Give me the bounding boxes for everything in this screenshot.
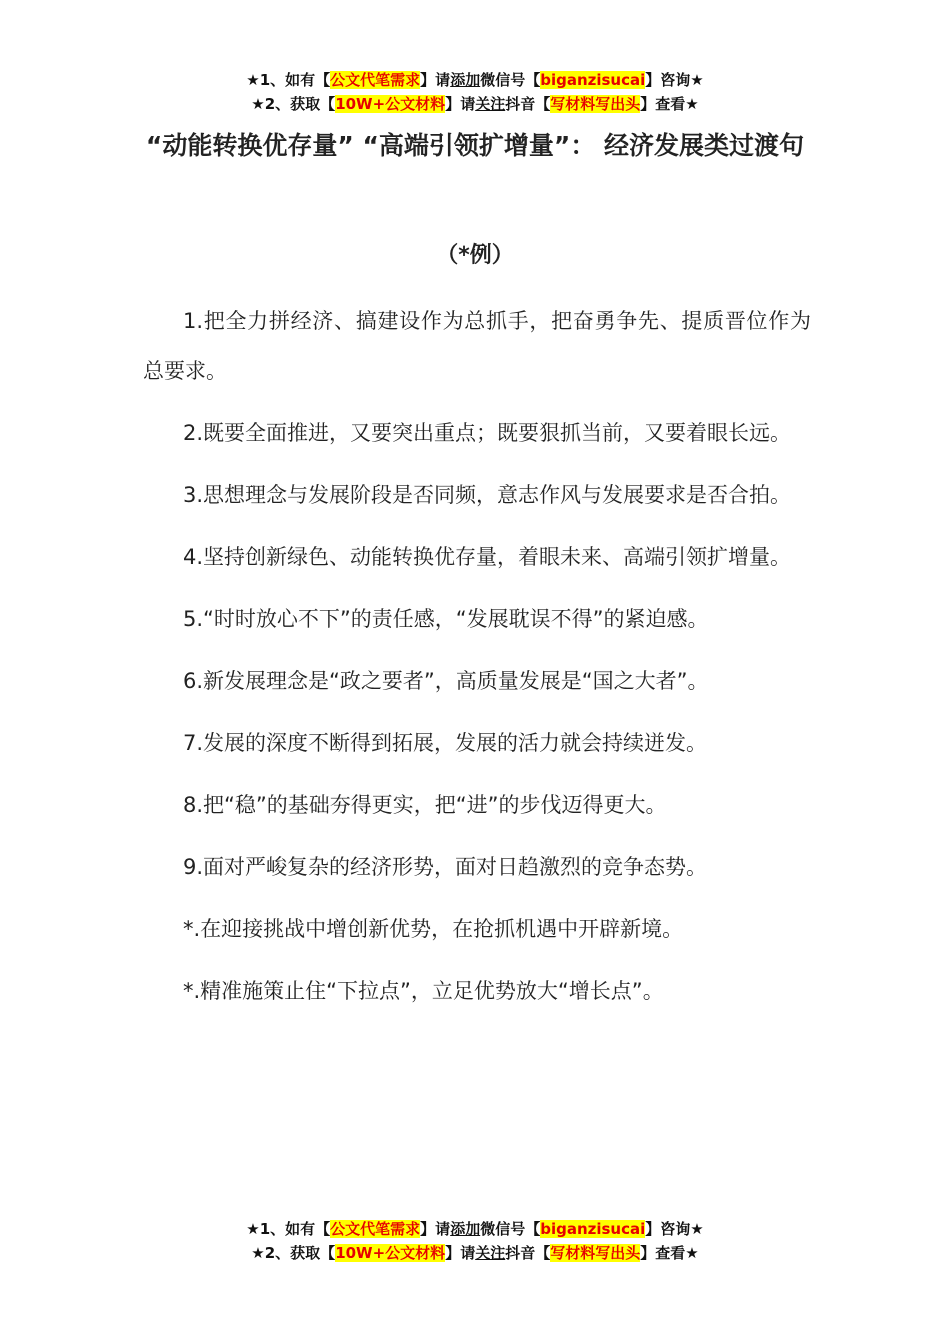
banner-text: ★2、获取【: [251, 95, 336, 113]
banner-text: ★1、如有【: [246, 71, 331, 89]
banner-line-2: [0, 1241, 950, 1265]
banner-highlight: 写材料写出头: [550, 1244, 641, 1262]
banner-line-2: [0, 92, 950, 116]
banner-text: 微信号【: [480, 71, 541, 89]
banner-text: 】请: [445, 95, 476, 113]
banner-text: ★1、如有【: [246, 1220, 331, 1238]
banner-highlight: 10W+公文材料: [335, 1244, 446, 1262]
list-item: 3.思想理念与发展阶段是否同频，意志作风与发展要求是否合拍。: [183, 483, 792, 507]
banner-line-1: [0, 68, 950, 92]
banner-highlight: biganzisucai: [540, 71, 646, 89]
banner-underline: 添加: [450, 1220, 481, 1238]
document-body: [143, 296, 811, 1028]
banner-text: 抖音【: [505, 95, 551, 113]
list-item: 7.发展的深度不断得到拓展，发展的活力就会持续迸发。: [183, 731, 708, 755]
footer-banner: [0, 1217, 950, 1265]
banner-text: ★2、获取【: [251, 1244, 336, 1262]
banner-underline: 关注: [475, 1244, 506, 1262]
banner-highlight: 公文代笔需求: [330, 1220, 421, 1238]
banner-text: 】请: [420, 71, 451, 89]
banner-text: 】请: [445, 1244, 476, 1262]
list-item: 4.坚持创新绿色、动能转换优存量，着眼未来、高端引领扩增量。: [183, 545, 792, 569]
banner-highlight: biganzisucai: [540, 1220, 646, 1238]
list-item: 9.面对严峻复杂的经济形势，面对日趋激烈的竞争态势。: [183, 855, 708, 879]
banner-underline: 关注: [475, 95, 506, 113]
list-item: 2.既要全面推进，又要突出重点；既要狠抓当前，又要着眼长远。: [183, 421, 792, 445]
document-subtitle: （*例）: [436, 243, 514, 268]
list-item: *.在迎接挑战中增创新优势，在抢抓机遇中开辟新境。: [183, 917, 684, 941]
list-item: 6.新发展理念是“政之要者”，高质量发展是“国之大者”。: [183, 669, 709, 693]
banner-text: 】请: [420, 1220, 451, 1238]
banner-text: 抖音【: [505, 1244, 551, 1262]
list-item: 8.把“稳”的基础夯得更实，把“进”的步伐迈得更大。: [183, 793, 667, 817]
banner-text: 】查看★: [640, 1244, 699, 1262]
banner-underline: 添加: [450, 71, 481, 89]
list-item: 5.“时时放心不下”的责任感，“发展耽误不得”的紧迫感。: [183, 607, 709, 631]
list-item: *.精准施策止住“下拉点”，立足优势放大“增长点”。: [183, 979, 664, 1003]
banner-highlight: 10W+公文材料: [335, 95, 446, 113]
header-banner: [0, 68, 950, 116]
banner-text: 微信号【: [480, 1220, 541, 1238]
document-title: “动能转换优存量” “高端引领扩增量”： 经济发展类过渡句: [145, 131, 805, 160]
banner-highlight: 公文代笔需求: [330, 71, 421, 89]
banner-line-1: [0, 1217, 950, 1241]
list-item: 1.把全力拼经济、搞建设作为总抓手，把奋勇争先、提质晋位作为总要求。: [143, 309, 811, 383]
banner-highlight: 写材料写出头: [550, 95, 641, 113]
banner-text: 】查看★: [640, 95, 699, 113]
banner-text: 】咨询★: [645, 71, 704, 89]
banner-text: 】咨询★: [645, 1220, 704, 1238]
